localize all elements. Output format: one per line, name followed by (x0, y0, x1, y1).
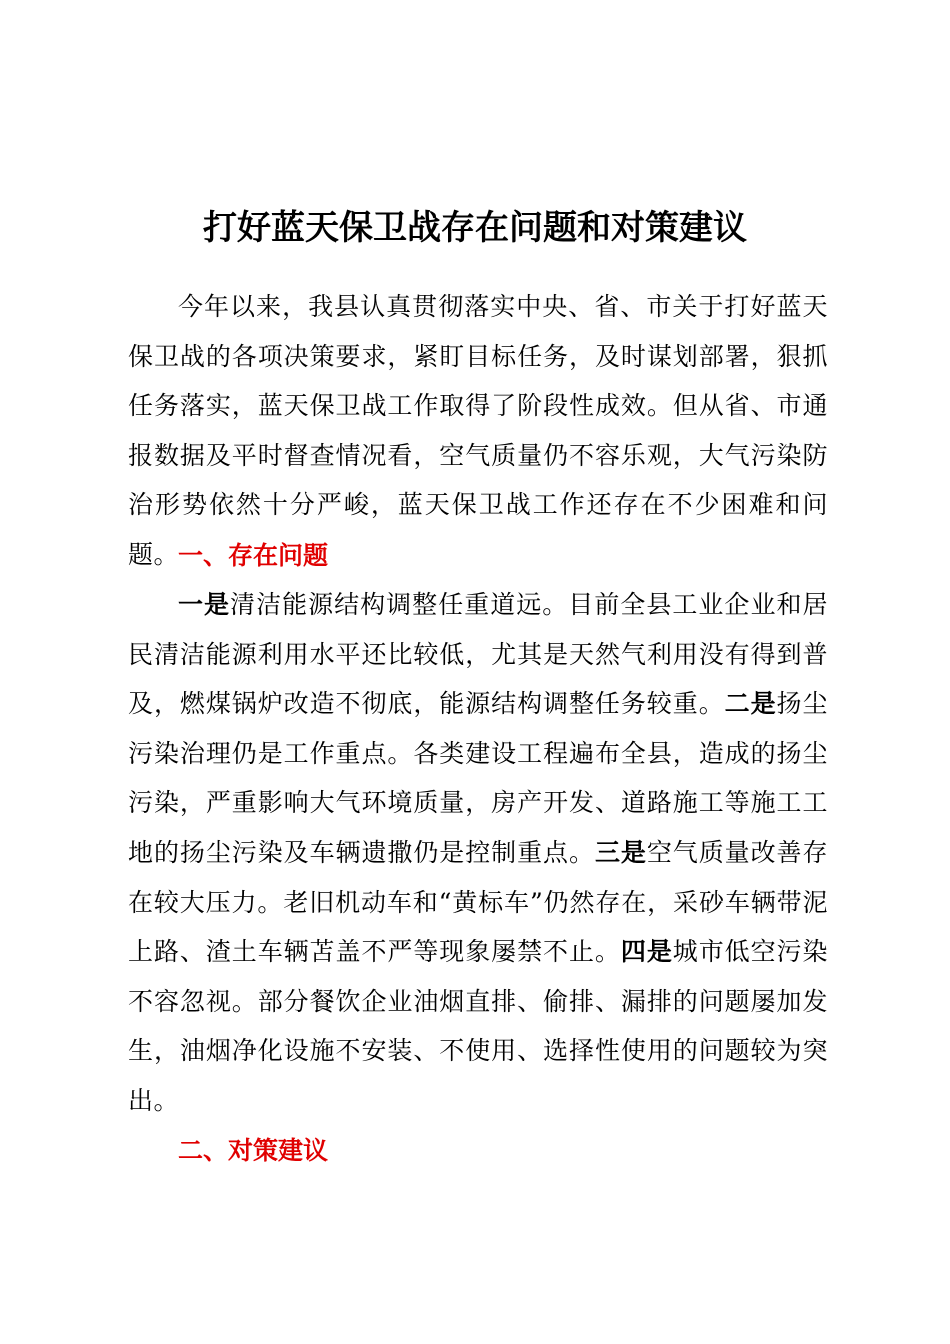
item-text: 空气质量改善存在较大压力。老旧机动车和“黄标车”仍然存在，采砂车辆带泥上路、渣土车辆苫盖不严等现象屡禁不止。 (128, 837, 828, 967)
item-text: 扬尘污染治理仍是工作重点。各类建设工程遍布全县，造成的扬尘污染，严重影响大气环境质量，房产开发、道路施工等施工工地的扬尘污染及车辆遗撒仍是控制重点。 (128, 689, 828, 867)
intro-paragraph: 今年以来，我县认真贯彻落实中央、省、市关于打好蓝天保卫战的各项决策要求，紧盯目标任务，及时谋划部署，狠抓任务落实，蓝天保卫战工作取得了阶段性成效。但从省、市通报数据及平时督查情况看，空气质量仍不容乐观，大气污染防治形势依然十分严峻，蓝天保卫战工作还存在不少困难和问题。 (128, 292, 828, 569)
item-lead: 二是 (724, 689, 777, 719)
item-text: 清洁能源结构调整任重道远。目前全县工业企业和居民清洁能源利用水平还比较低，尤其是天然气利用没有得到普及，燃煤锅炉改造不彻底，能源结构调整任务较重。 (128, 590, 828, 719)
item-text: 城市低空污染不容忽视。部分餐饮企业油烟直排、偷排、漏排的问题屡加发生，油烟净化设施不安装、不使用、选择性使用的问题较为突出。 (128, 937, 828, 1115)
item-lead: 三是 (594, 837, 647, 867)
problems-paragraph (128, 580, 828, 1126)
document-title: 打好蓝天保卫战存在问题和对策建议 (203, 208, 747, 248)
section-heading-suggestions: 二、对策建议 (178, 1136, 329, 1165)
item-lead: 四是 (620, 937, 673, 967)
section-heading-problems: 一、存在问题 (178, 541, 329, 570)
item-lead: 一是 (178, 590, 231, 619)
